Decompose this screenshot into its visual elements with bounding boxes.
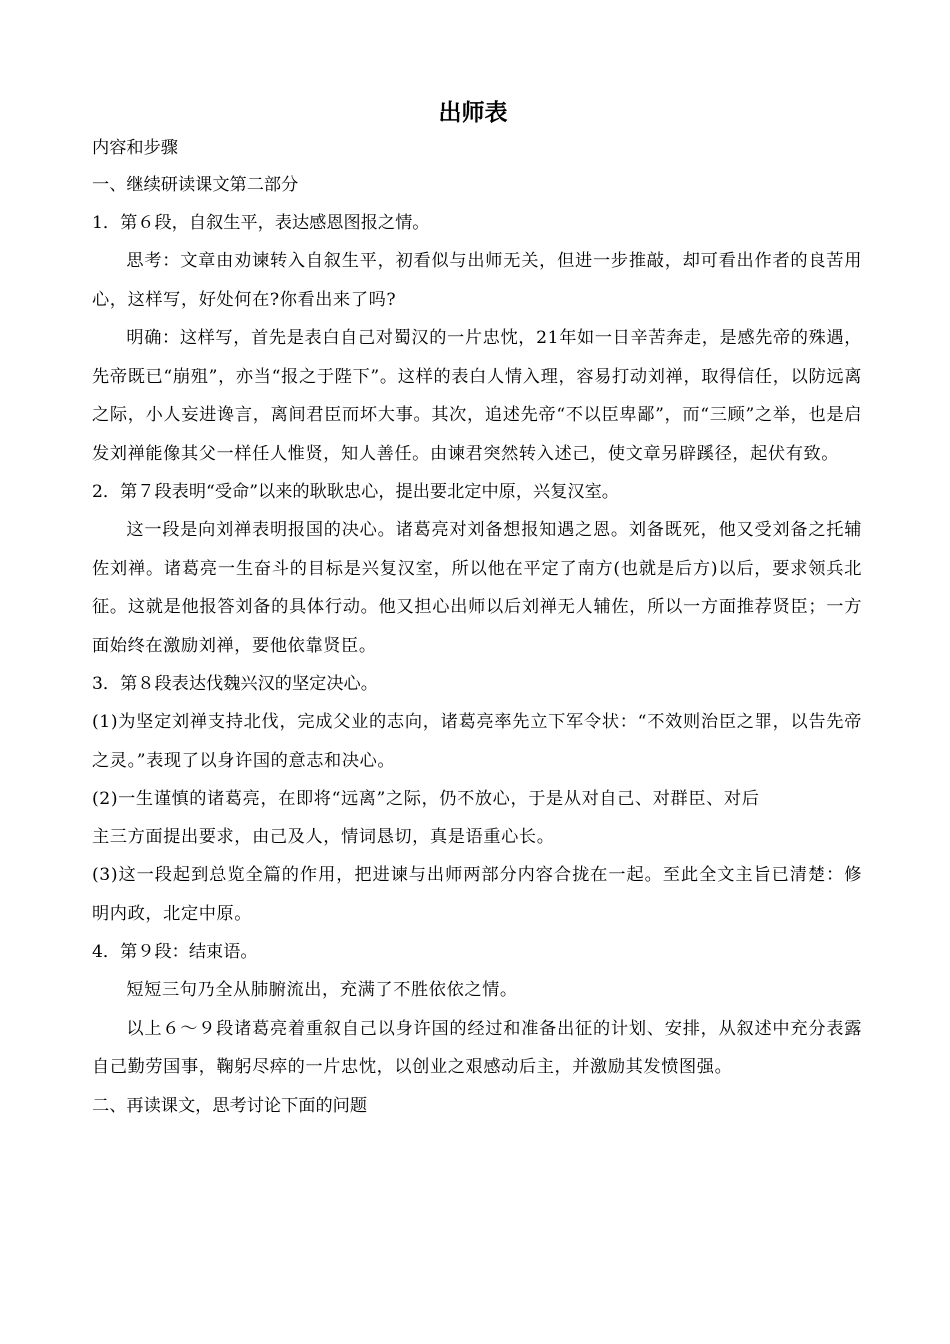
paragraph-thinking: 思考：文章由劝谏转入自叙生平，初看似与出师无关，但进一步推敲，却可看出作者的良苦用心，这样写，好处何在?你看出来了吗? [92,251,862,310]
item-heading-2: 2．第７段表明“受命”以来的耿耿忠心，提出要北定中原，兴复汉室。 [92,482,619,502]
paragraph-ending: 短短三句乃全从肺腑流出，充满了不胜依依之情。 [126,980,518,1000]
paragraph-answer: 明确：这样写，首先是表白自己对蜀汉的一片忠忱，21年如一日辛苦奔走，是感先帝的殊遇，先帝既已“崩殂”，亦当“报之于陛下”。这样的表白人情入理，容易打动刘禅，取得信任，以防远离之际，小人妄进谗言，离间君臣而坏大事。其次，追述先帝“不以臣卑鄙”，而“三顾”之举，也是启发刘禅能像其父一样任人惟贤，知人善任。由谏君突然转入述己，使文章另辟蹊径，起伏有致。 [92,328,862,464]
paragraph-point-3: (3)这一段起到总览全篇的作用，把进谏与出师两部分内容合拢在一起。至此全文主旨已清楚：修明内政，北定中原。 [92,865,862,924]
item-heading-1: 1．第６段，自叙生平，表达感恩图报之情。 [92,213,430,233]
document-page [92,96,862,1125]
paragraph-point-1: (1)为坚定刘禅支持北伐，完成父业的志向，诸葛亮率先立下军令状：“不效则治臣之罪，以告先帝之灵。”表现了以身许国的意志和决心。 [92,712,862,771]
section-heading-part-two: 二、再读课文，思考讨论下面的问题 [92,1095,368,1116]
item-heading-4: 4．第９段：结束语。 [92,942,258,962]
page-title: 出师表 [438,100,508,126]
section-heading-part-one: 一、继续研读课文第二部分 [92,175,299,195]
section-heading-content-steps: 内容和步骤 [92,138,178,158]
paragraph-section7: 这一段是向刘禅表明报国的决心。诸葛亮对刘备想报知遇之恩。刘备既死，他又受刘备之托辅佐刘禅。诸葛亮一生奋斗的目标是兴复汉室，所以他在平定了南方(也就是后方)以后，要求领兵北征。这就是他报答刘备的具体行动。他又担心出师以后刘禅无人辅佐，所以一方面推荐贤臣；一方面始终在激励刘禅，要他依靠贤臣。 [92,520,862,656]
paragraph-point-2-line1: (2)一生谨慎的诸葛亮，在即将“远离”之际，仍不放心，于是从对自己、对群臣、对后 [92,789,760,809]
paragraph-summary: 以上６～９段诸葛亮着重叙自己以身许国的经过和准备出征的计划、安排，从叙述中充分表露自己勤劳国事，鞠躬尽瘁的一片忠忱，以创业之艰感动后主，并激励其发愤图强。 [92,1018,862,1077]
item-heading-3: 3．第８段表达伐魏兴汉的坚定决心。 [92,674,378,694]
paragraph-point-2-line2: 主三方面提出要求，由己及人，情词恳切，真是语重心长。 [92,827,555,847]
